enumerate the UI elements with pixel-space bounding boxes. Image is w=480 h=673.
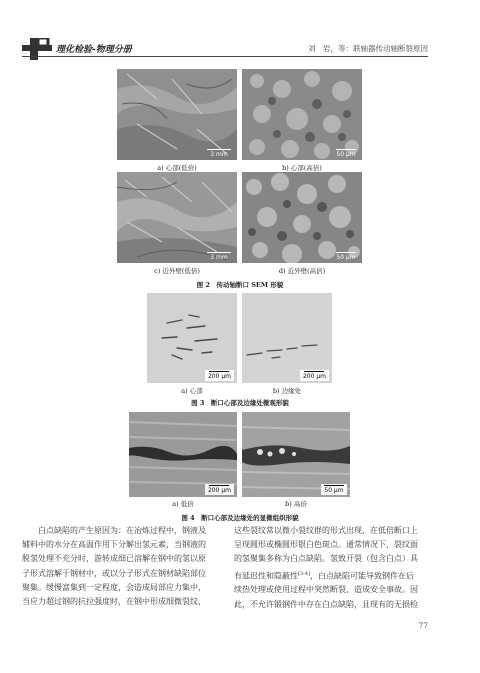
fig2d-scale-bar: 50 μm <box>336 252 356 262</box>
fig3b-photo <box>242 293 332 383</box>
fig3b-scale-bar: 200 μm <box>300 370 329 382</box>
citation-reference: [3-4] <box>298 570 310 577</box>
fig4b-photo <box>242 412 350 497</box>
fig3a-scale-bar: 200 μm <box>205 370 234 382</box>
fig3b-label: b) 边缘处 <box>272 387 302 395</box>
running-header: 刘 岩，等：联轴器传动轴断裂原因 <box>308 44 428 53</box>
fig2c-photo <box>117 172 237 263</box>
figure4-caption: 图 4 断口心部及边缘处的显微组织形貌 <box>181 514 299 522</box>
fig2c-label: c) 近外壁(低倍) <box>154 267 200 275</box>
paragraph-line: 续热处理或使用过程中突然断裂，造成安全事故。因 <box>234 585 418 595</box>
paragraph-line: 脱氢处理不充分时，游转成细已溶解在钢中的氢以原 <box>22 554 206 564</box>
paragraph-text: 有延迟性和隐蔽性 <box>234 571 298 581</box>
paragraph-line: 当应力超过钢的抗拉强度时，在钢中形成细微裂纹， <box>22 597 206 607</box>
page-number: 77 <box>418 621 428 630</box>
fig4a-photo <box>129 412 237 497</box>
body-right-column <box>234 524 434 612</box>
paragraph-line: 聚集。缓慢富集到一定程度，会造成局部应力集中， <box>22 582 206 592</box>
paragraph-line: 辅料中的水分在高温作用下分解出氢元素，当钢液的 <box>22 540 206 550</box>
fig2b-photo <box>242 69 362 160</box>
paragraph-text: ，白点缺陷可能导致钢件在后 <box>309 571 414 581</box>
paragraph-line: 此，不允许锻钢件中存在白点缺陷，且现有的无损检 <box>234 599 418 609</box>
fig2c-scale-bar: 3 mm <box>207 252 231 262</box>
fig2d-label: d) 近外壁(高倍) <box>278 267 326 275</box>
paragraph-line: 呈现圆形或椭圆形银白色斑点。通常情况下，裂纹面 <box>234 540 418 550</box>
figure2-caption: 图 2 传动轴断口 SEM 形貌 <box>196 281 284 289</box>
figure3-caption: 图 3 断口心部及边缘处微观形貌 <box>191 399 289 407</box>
body-left-column <box>22 524 222 609</box>
paragraph-line: 的氢聚集多称为白点缺陷。氢致开裂（包含白点）具 <box>234 554 418 564</box>
fig2b-scale-bar: 50 μm <box>336 149 356 159</box>
fig2d-photo <box>242 172 362 263</box>
fig3a-label: a) 心部 <box>181 387 203 395</box>
fig2b-label: b) 心部(高倍) <box>282 164 322 172</box>
fig4b-scale-bar: 50 μm <box>321 484 347 496</box>
fig4a-scale-bar: 200 μm <box>205 484 234 496</box>
journal-name: 理化检验-物理分册 <box>56 45 132 55</box>
paragraph-line <box>234 567 434 584</box>
paragraph-line: 子形式溶解于钢材中，或以分子形式在钢材缺陷部位 <box>22 568 206 578</box>
fig2a-photo <box>117 69 237 160</box>
fig2a-scale-bar: 3 mm <box>207 149 231 159</box>
header-rule <box>22 56 428 57</box>
fig4b-label: b) 高倍 <box>285 500 307 508</box>
paragraph-line: 这些裂纹常以微小裂纹群的形式出现，在低倍断口上 <box>234 526 418 535</box>
fig2a-label: a) 心部(低倍) <box>157 164 197 172</box>
fig4a-label: a) 低倍 <box>172 500 194 508</box>
fig3a-photo <box>147 293 237 383</box>
paragraph-line: 白点缺陷的产生原因为：在冶炼过程中，钢液及 <box>22 526 206 535</box>
